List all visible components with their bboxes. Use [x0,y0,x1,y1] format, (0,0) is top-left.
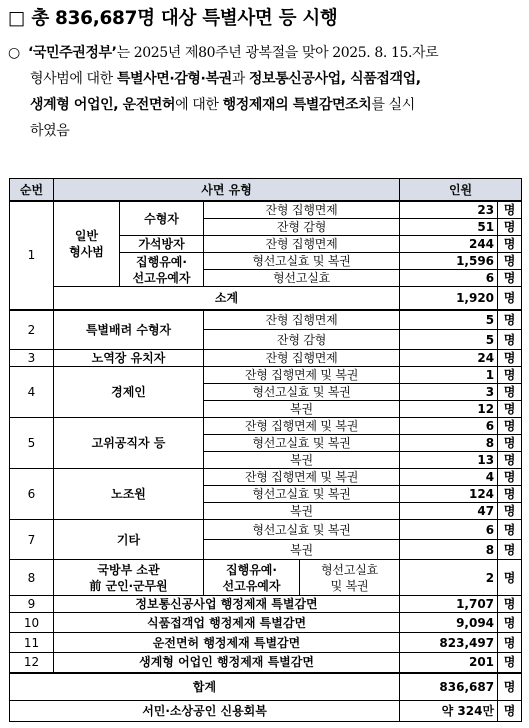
unit-label: 명 [498,673,522,701]
sub-category: 집행유예· 선고유예자 [120,253,204,287]
unit-label: 명 [498,401,522,418]
unit-label: 명 [498,486,522,503]
sub-type: 형선고실효 및 복권 [204,435,400,452]
intro-line-4: 하였음 [30,123,70,139]
unit-label: 명 [498,560,522,596]
category-label: 경제인 [54,367,204,418]
count-value: 8 [400,435,498,452]
category-label: 식품접객업 행정제재 특별감면 [54,613,400,633]
category-label: 생계형 어업인 행정제재 특별감면 [54,653,400,673]
row-no: 5 [10,418,54,469]
document-title: □ 총 836,687명 대상 특별사면 등 시행 [8,8,338,29]
table-row [10,201,522,219]
unit-label: 명 [498,596,522,613]
table-row [10,310,522,330]
unit-label: 명 [498,418,522,435]
table-row [10,350,522,367]
count-value: 1,596 [400,253,498,270]
sub-type: 잔형 집행면제 및 복권 [204,367,400,384]
category-label: 노조원 [54,469,204,520]
count-value: 4 [400,469,498,486]
count-value: 6 [400,418,498,435]
table-row [10,596,522,613]
table-row [10,469,522,486]
count-value: 47 [400,503,498,520]
sub-type: 복권 [204,452,400,469]
table-row [10,367,522,384]
category-label: 정보통신공사업 행정제재 특별감면 [54,596,400,613]
count-value: 6 [400,270,498,287]
count-value: 8 [400,540,498,560]
sub-type: 잔형 집행면제 및 복권 [204,418,400,435]
count-value: 13 [400,452,498,469]
sub-type: 잔형 집행면제 [204,350,400,367]
category-label: 노역장 유치자 [54,350,204,367]
row-no: 4 [10,367,54,418]
sub-type: 복권 [204,401,400,418]
row-no: 11 [10,633,54,653]
unit-label: 명 [498,253,522,270]
category-label: 국방부 소관 前 군인‧군무원 [54,560,204,596]
category-label: 특별배려 수형자 [54,310,204,350]
sub-type: 형선고실효 및 복권 [300,560,400,596]
row-no: 9 [10,596,54,613]
count-value: 6 [400,520,498,540]
table-row [10,653,522,673]
count-value: 1,920 [400,287,498,310]
count-value: 3 [400,384,498,401]
unit-label: 명 [498,701,522,722]
sub-type: 잔형 집행면제 [204,310,400,330]
sub-type: 형선고실효 및 복권 [204,253,400,270]
row-no: 10 [10,613,54,633]
credit-count: 약 324만 [400,701,498,722]
row-no: 8 [10,560,54,596]
sub-type: 잔형 감형 [204,219,400,236]
sub-type: 잔형 집행면제 및 복권 [204,469,400,486]
unit-label: 명 [498,287,522,310]
count-value: 12 [400,401,498,418]
row-no: 3 [10,350,54,367]
row-no: 6 [10,469,54,520]
bullet-circle: ○ [8,45,21,61]
category-label: 고위공직자 등 [54,418,204,469]
table-row [10,633,522,653]
unit-label: 명 [498,653,522,673]
count-value: 5 [400,330,498,350]
pardon-table [9,178,522,722]
sub-type: 형선고실효 및 복권 [204,486,400,503]
unit-label: 명 [498,613,522,633]
unit-label: 명 [498,633,522,653]
count-value: 2 [400,560,498,596]
total-row [10,673,522,701]
row-no: 7 [10,520,54,560]
row-no: 2 [10,310,54,350]
credit-label: 서민·소상공인 신용회복 [10,701,400,722]
unit-label: 명 [498,330,522,350]
intro-line-1: ‘국민주권정부’는 2025년 제80주년 광복절을 맞아 2025. 8. 15.자로 [28,45,439,61]
unit-label: 명 [498,236,522,253]
table-header-row [10,179,522,202]
unit-label: 명 [498,452,522,469]
table-row [10,418,522,435]
count-value: 1 [400,367,498,384]
intro-line-3: 생계형 어업인, 운전면허에 대한 행정제재의 특별감면조치를 실시 [30,97,415,113]
unit-label: 명 [498,310,522,330]
total-label: 합계 [10,673,400,701]
table-row [10,520,522,540]
credit-row [10,701,522,722]
count-value: 5 [400,310,498,330]
unit-label: 명 [498,469,522,486]
table-row [10,287,522,310]
sub-type: 형선고실효 및 복권 [204,384,400,401]
count-value: 244 [400,236,498,253]
table-row [10,613,522,633]
count-value: 51 [400,219,498,236]
count-value: 1,707 [400,596,498,613]
unit-label: 명 [498,201,522,219]
unit-label: 명 [498,384,522,401]
sub-type: 잔형 감형 [204,330,400,350]
total-count: 836,687 [400,673,498,701]
category-label: 기타 [54,520,204,560]
sub-type: 형선고실효 [204,270,400,287]
header-count: 인원 [400,179,522,202]
category-general: 일반 형사범 [54,201,120,287]
count-value: 23 [400,201,498,219]
sub-type: 복권 [204,503,400,520]
header-type: 사면 유형 [54,179,400,202]
unit-label: 명 [498,503,522,520]
unit-label: 명 [498,520,522,540]
sub-type: 잔형 집행면제 [204,201,400,219]
row-no: 12 [10,653,54,673]
unit-label: 명 [498,367,522,384]
sub-category: 집행유예· 선고유예자 [204,560,300,596]
sub-category: 수형자 [120,201,204,236]
row-no: 1 [10,201,54,310]
header-no: 순번 [10,179,54,202]
count-value: 201 [400,653,498,673]
table-row [10,560,522,596]
sub-category: 가석방자 [120,236,204,253]
unit-label: 명 [498,219,522,236]
count-value: 124 [400,486,498,503]
unit-label: 명 [498,540,522,560]
unit-label: 명 [498,435,522,452]
intro-line-2: 형사범에 대한 특별사면·감형·복권과 정보통신공사업, 식품접객업, [30,71,421,87]
sub-type: 잔형 집행면제 [204,236,400,253]
sub-type: 형선고실효 및 복권 [204,520,400,540]
unit-label: 명 [498,350,522,367]
count-value: 24 [400,350,498,367]
count-value: 9,094 [400,613,498,633]
category-label: 운전면허 행정제재 특별감면 [54,633,400,653]
sub-type: 복권 [204,540,400,560]
subtotal-label: 소계 [54,287,400,310]
count-value: 823,497 [400,633,498,653]
unit-label: 명 [498,270,522,287]
